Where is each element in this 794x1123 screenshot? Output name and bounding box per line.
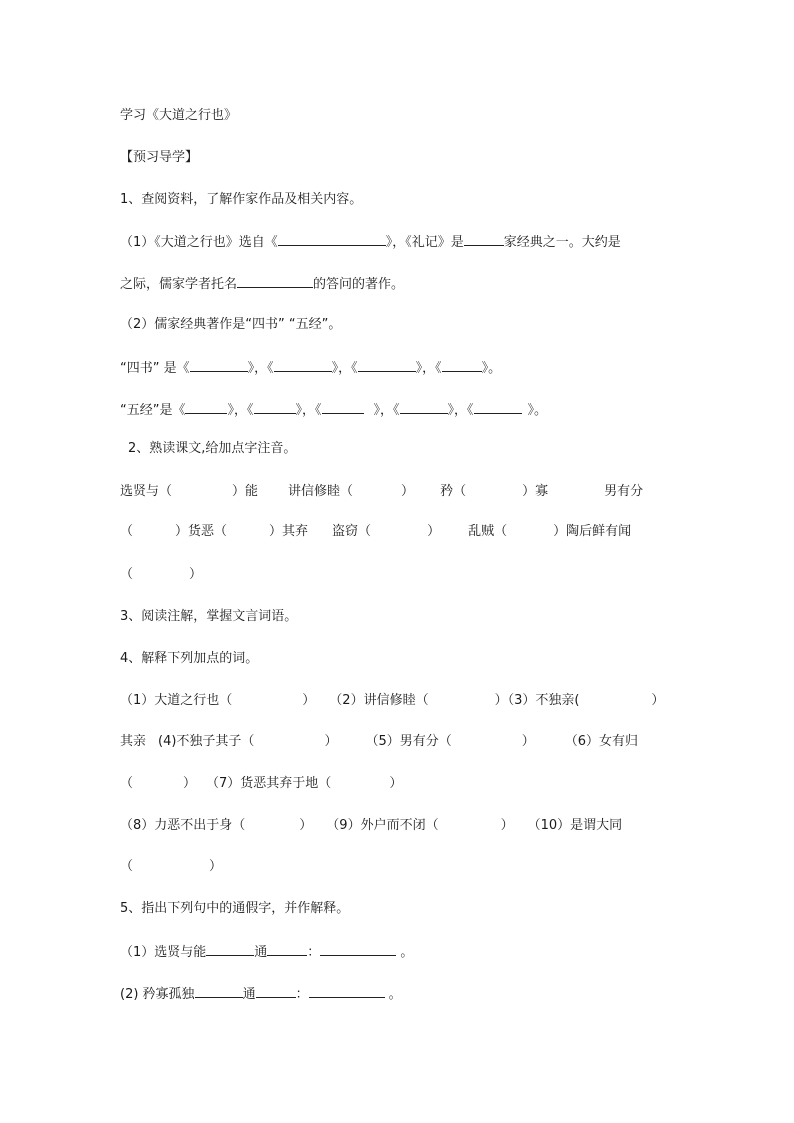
q5-line-1: （1）选贤与能 通 ： 。: [120, 942, 413, 962]
q2-row-2: （ ）货恶（ ）其弃 盗窃（ ） 乱贼（ ）陶后鲜有闻: [120, 524, 632, 539]
q1-line-3: （2）儒家经典著作是“四书” “五经”。: [120, 317, 342, 332]
section-heading: 【预习导学】: [120, 150, 199, 165]
q4-heading: 4、解释下列加点的词。: [120, 651, 259, 666]
wujing-line: “五经”是《 》，《 》，《 》，《 》，《 》。: [120, 400, 547, 420]
q1-line-2: 之际，儒家学者托名 的答问的著作。: [120, 274, 404, 294]
q4-row-2: 其亲 (4)不独子其子（ ） （5）男有分（ ） （6）女有归: [120, 734, 639, 749]
q4-row-3: （ ） （7）货恶其弃于地（ ）: [120, 776, 403, 791]
q2-heading: 2、熟读课文,给加点字注音。: [128, 441, 297, 456]
q5-line-2: (2) 矜寡孤独 通 ： 。: [120, 984, 402, 1004]
q2-row-3: （ ）: [120, 567, 203, 582]
q1-line-1: （1）《大道之行也》选自《 》，《礼记》是 家经典之一。大约是: [120, 232, 621, 252]
q2-row-1: 选贤与（ ）能 讲信修睦（ ） 矜（ ）寡 男有分: [120, 484, 644, 499]
q4-row-1: （1）大道之行也（ ） （2）讲信修睦（ ）（3）不独亲( ）: [120, 693, 665, 708]
q5-heading: 5、指出下列句中的通假字，并作解释。: [120, 901, 350, 916]
sishu-line: “四书” 是《 》，《 》，《 》，《 》。: [120, 358, 501, 378]
document-title: 学习《大道之行也》: [120, 108, 238, 123]
q4-row-5: （ ）: [120, 859, 223, 874]
q3-heading: 3、阅读注解，掌握文言词语。: [120, 609, 298, 624]
q1-heading: 1、查阅资料，了解作家作品及相关内容。: [120, 192, 363, 207]
q4-row-4: （8）力恶不出于身（ ） （9）外户而不闭（ ） （10）是谓大同: [120, 818, 623, 833]
